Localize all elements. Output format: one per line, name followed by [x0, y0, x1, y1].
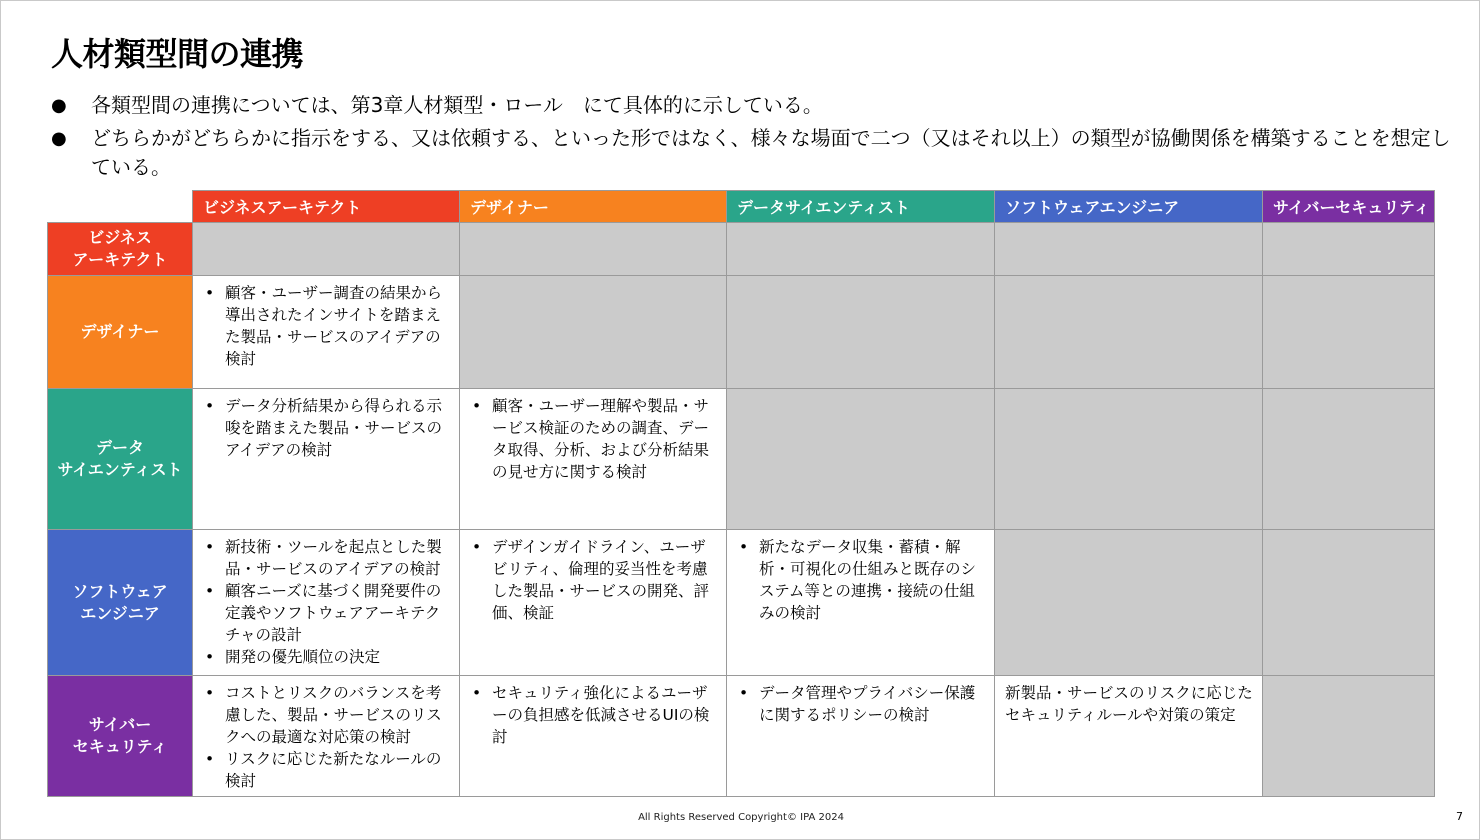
- empty-cell: [727, 389, 995, 530]
- bullet-list: [51, 91, 1451, 186]
- cell-ds-designer: [460, 389, 727, 530]
- empty-cell: [727, 276, 995, 389]
- column-header-row: [48, 191, 1435, 223]
- row-header-software-engineer: [48, 530, 193, 676]
- col-header-business-architect: ビジネスアーキテクト: [193, 191, 460, 223]
- cell-cs-se: [995, 676, 1263, 797]
- list-item: • セキュリティ強化によるユーザーの負担感を低減させるUIの検討: [468, 682, 718, 748]
- row-cyber-security: [48, 676, 1435, 797]
- bullet-text: 各類型間の連携については、第3章人材類型・ロール にて具体的に示している。: [91, 93, 823, 117]
- row-data-scientist: [48, 389, 1435, 530]
- page-number: 7: [1456, 810, 1463, 823]
- cell-cs-designer: [460, 676, 727, 797]
- cell-cs-ds: [727, 676, 995, 797]
- cell-designer-ba: [193, 276, 460, 389]
- row-label: ビジネス: [88, 228, 152, 247]
- page-title: 人材類型間の連携: [51, 35, 304, 73]
- cell-se-ba: [193, 530, 460, 676]
- corner-cell: [48, 191, 193, 223]
- cell-text: 新製品・サービスのリスクに応じたセキュリティルールや対策の策定: [1005, 684, 1253, 724]
- row-label: サイエンティスト: [57, 460, 183, 479]
- row-label: アーキテクト: [72, 250, 168, 269]
- row-header-cyber-security: [48, 676, 193, 797]
- list-item: • 顧客・ユーザー調査の結果から導出されたインサイトを踏まえた製品・サービスのアイデアの検討: [201, 282, 451, 370]
- list-item: • リスクに応じた新たなルールの検討: [201, 748, 451, 792]
- bullet-item: [51, 124, 1451, 182]
- row-software-engineer: [48, 530, 1435, 676]
- empty-cell: [1263, 676, 1435, 797]
- list-item: • デザインガイドライン、ユーザビリティ、倫理的妥当性を考慮した製品・サービスの開発、評価、検証: [468, 536, 718, 624]
- cell-se-ds: [727, 530, 995, 676]
- list-item: • 顧客ニーズに基づく開発要件の定義やソフトウェアアーキテクチャの設計: [201, 580, 451, 646]
- row-header-business-architect: [48, 223, 193, 276]
- list-item: • 新たなデータ収集・蓄積・解析・可視化の仕組みと既存のシステム等との連携・接続の仕組みの検討: [735, 536, 986, 624]
- bullet-dot-icon: ●: [51, 128, 67, 149]
- empty-cell: [1263, 276, 1435, 389]
- cell-cs-ba: [193, 676, 460, 797]
- list-item: • データ分析結果から得られる示唆を踏まえた製品・サービスのアイデアの検討: [201, 395, 451, 461]
- row-label: エンジニア: [80, 603, 160, 623]
- bullet-text: どちらかがどちらかに指示をする、又は依頼する、といった形ではなく、様々な場面で二つ（又はそれ以上）の類型が協働関係を構築することを想定している。: [91, 126, 1451, 179]
- bullet-dot-icon: ●: [51, 95, 67, 116]
- empty-cell: [995, 530, 1263, 676]
- copyright-footer: All Rights Reserved Copyright© IPA 2024: [638, 812, 844, 823]
- list-item: • コストとリスクのバランスを考慮した、製品・サービスのリスクへの最適な対応策の検討: [201, 682, 451, 748]
- cell-ds-ba: [193, 389, 460, 530]
- list-item: • データ管理やプライバシー保護に関するポリシーの検討: [735, 682, 986, 726]
- row-designer: [48, 276, 1435, 389]
- col-header-designer: デザイナー: [460, 191, 727, 223]
- empty-cell: [460, 223, 727, 276]
- empty-cell: [1263, 223, 1435, 276]
- empty-cell: [1263, 389, 1435, 530]
- empty-cell: [995, 223, 1263, 276]
- row-label: ソフトウェア: [72, 581, 168, 601]
- row-business-architect: [48, 223, 1435, 276]
- empty-cell: [193, 223, 460, 276]
- collaboration-matrix: [47, 190, 1435, 797]
- cell-se-designer: [460, 530, 727, 676]
- empty-cell: [995, 276, 1263, 389]
- row-label: デザイナー: [80, 322, 160, 341]
- empty-cell: [727, 223, 995, 276]
- list-item: • 顧客・ユーザー理解や製品・サービス検証のための調査、データ取得、分析、および分析結果の見せ方に関する検討: [468, 395, 718, 483]
- col-header-data-scientist: データサイエンティスト: [727, 191, 995, 223]
- list-item: • 開発の優先順位の決定: [201, 646, 451, 668]
- col-header-cyber-security: サイバーセキュリティ: [1263, 191, 1435, 223]
- row-header-data-scientist: [48, 389, 193, 530]
- empty-cell: [460, 276, 727, 389]
- row-label: セキュリティ: [72, 737, 168, 756]
- row-label: データ: [95, 438, 144, 457]
- list-item: • 新技術・ツールを起点とした製品・サービスのアイデアの検討: [201, 536, 451, 580]
- empty-cell: [1263, 530, 1435, 676]
- row-header-designer: [48, 276, 193, 389]
- col-header-software-engineer: ソフトウェアエンジニア: [995, 191, 1263, 223]
- empty-cell: [995, 389, 1263, 530]
- bullet-item: [51, 91, 1451, 120]
- row-label: サイバー: [88, 715, 152, 734]
